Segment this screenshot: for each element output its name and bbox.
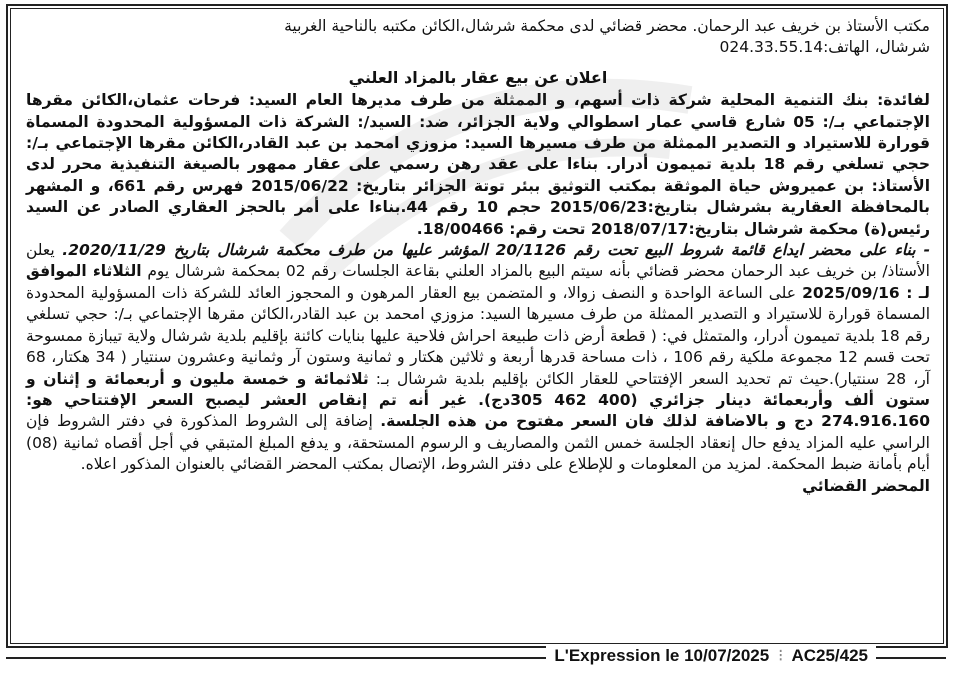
auction-intro: يعلن الأستاذ/ بن خريف عبد الرحمان محضر قضائي بأنه سيتم البيع بالمزاد العلني بقاعة الجلسات رقم 02 بمحكمة شرشال يوم xyxy=(26,241,930,281)
publication-footer xyxy=(6,646,946,670)
auction-paragraph xyxy=(26,240,930,475)
office-header xyxy=(26,16,930,59)
opening-price: ثلاثمائة و خمسة مليون و أربعمائة و إثنان و ستون ألف وأربعمائة دينار جزائري (400 462 305دج). xyxy=(26,369,931,409)
payment-terms: إضافة إلى الشروط المذكورة في دفتر الشروط فإن الراسي عليه المزاد يدفع حال إنعقاد الجلسة خمس الثمن والمصاريف و الرسوم المستحقة، و يدفع المبلغ المتبقي في أجل أقصاه ثمانية (08) أيام بأمانة ضبط المحكمة. لمزيد من المعلومات و للإطلاع على دفتر الشروط، الإتصال بمكتب المحضر القضائي بالعنوان المذكور اعلاه. xyxy=(26,412,930,474)
reduced-price: غير أنه تم إنقاص العشر ليصبح السعر الإفتتاحي هو: 274.916.160 دج و بالاضافة لذلك فان السعر مفتوح من هذه الجلسة. xyxy=(26,390,930,431)
signature: المحضر القضائي xyxy=(802,476,930,495)
parties-paragraph: لفائدة: بنك التنمية المحلية شركة ذات أسهم، و الممثلة من طرف مديرها العام السيد: فرحات عثمان،الكائن مقرها الإجتماعي بـ/: 05 شارع قاسي عمار اسطوالي ولاية الجزائر، ضد: السيد/: الشركة ذات المسؤولية المحدودة المسماة قورارة للاستيراد و التصدير الممثلة من طرف مسيرها السيد: مزوزي امحمد بن عبد القادر،الكائن مقرها الإجتماعي بـ/: حجي تسلغي رقم 18 بلدية تميمون أدرار. بناءا على عقد رهن رسمي على عقار ممهور بالصيغة التنفيذية محرر لدى الأستاذ: بن عميروش حياة الموثقة بمكتب التوثيق ببئر توتة الجزائر بتاريخ: 2015/06/22 فهرس رقم 661، و المشهر بالمحافظة العقارية بشرشال بتاريخ:2015/06/23 حجم 10 رقم 44.بناءا على أمر بالحجز العقاري الصادر عن السيد رئيس(ة) محكمة شرشال بتاريخ:2018/07/17 تحت رقم: 18/00466. xyxy=(26,91,931,238)
footer-separator: ⁝ xyxy=(777,646,784,665)
footer-text xyxy=(546,646,876,666)
notice-title: اعلان عن بيع عقار بالمزاد العلني xyxy=(348,67,608,87)
auction-date: الثلاثاء الموافق لـ : 2025/09/16 xyxy=(26,262,930,302)
property-description: على الساعة الواحدة و النصف زوالا، و المتضمن بيع العقار المرهون و المحجوز العائد للشركة ذات المسؤولية المحدودة المسماة قورارة للاستيراد و التصدير الممثلة من طرف مسيرها السيد: مزوزي امحمد بن عبد القادر،الكائن مقرها الإجتماعي بـ/: حجي تسلغي رقم 18 بلدية تميمون أدرار، والمتمثل في: ( قطعة أرض ذات طبيعة احراش فلاحية عليها بنايات كائنة بإقليم بلدية شرشال ولاية تيبازة ممسوحة تحت قسم 12 مجموعة ملكية رقم 106 ، ذات مساحة قدرها أربعة و ثلاثين هكتار و ثمانية وستون آر وثمانية وعشرون سنتيار ( 34 هكتار، 68 آر، 28 سنتيار).حيث تم تحديد السعر الإفتتاحي للعقار الكائن بإقليم بلدية شرشال بـ: xyxy=(26,283,930,388)
notice-reference: AC25/425 xyxy=(791,646,868,665)
notice-content xyxy=(26,16,930,497)
office-phone-line: شرشال، الهاتف:024.33.55.14 xyxy=(719,38,930,57)
conditions-deposit-line: - بناء على محضر ايداع قائمة شروط البيع تحت رقم 20/1126 المؤشر عليها من طرف محكمة شرشال بتاريخ 2020/11/29. xyxy=(62,241,931,260)
publication-date: L'Expression le 10/07/2025 xyxy=(554,646,770,665)
office-header-line: مكتب الأستاذ بن خريف عبد الرحمان. محضر قضائي لدى محكمة شرشال،الكائن مكتبه بالناحية الغربية xyxy=(284,17,930,35)
